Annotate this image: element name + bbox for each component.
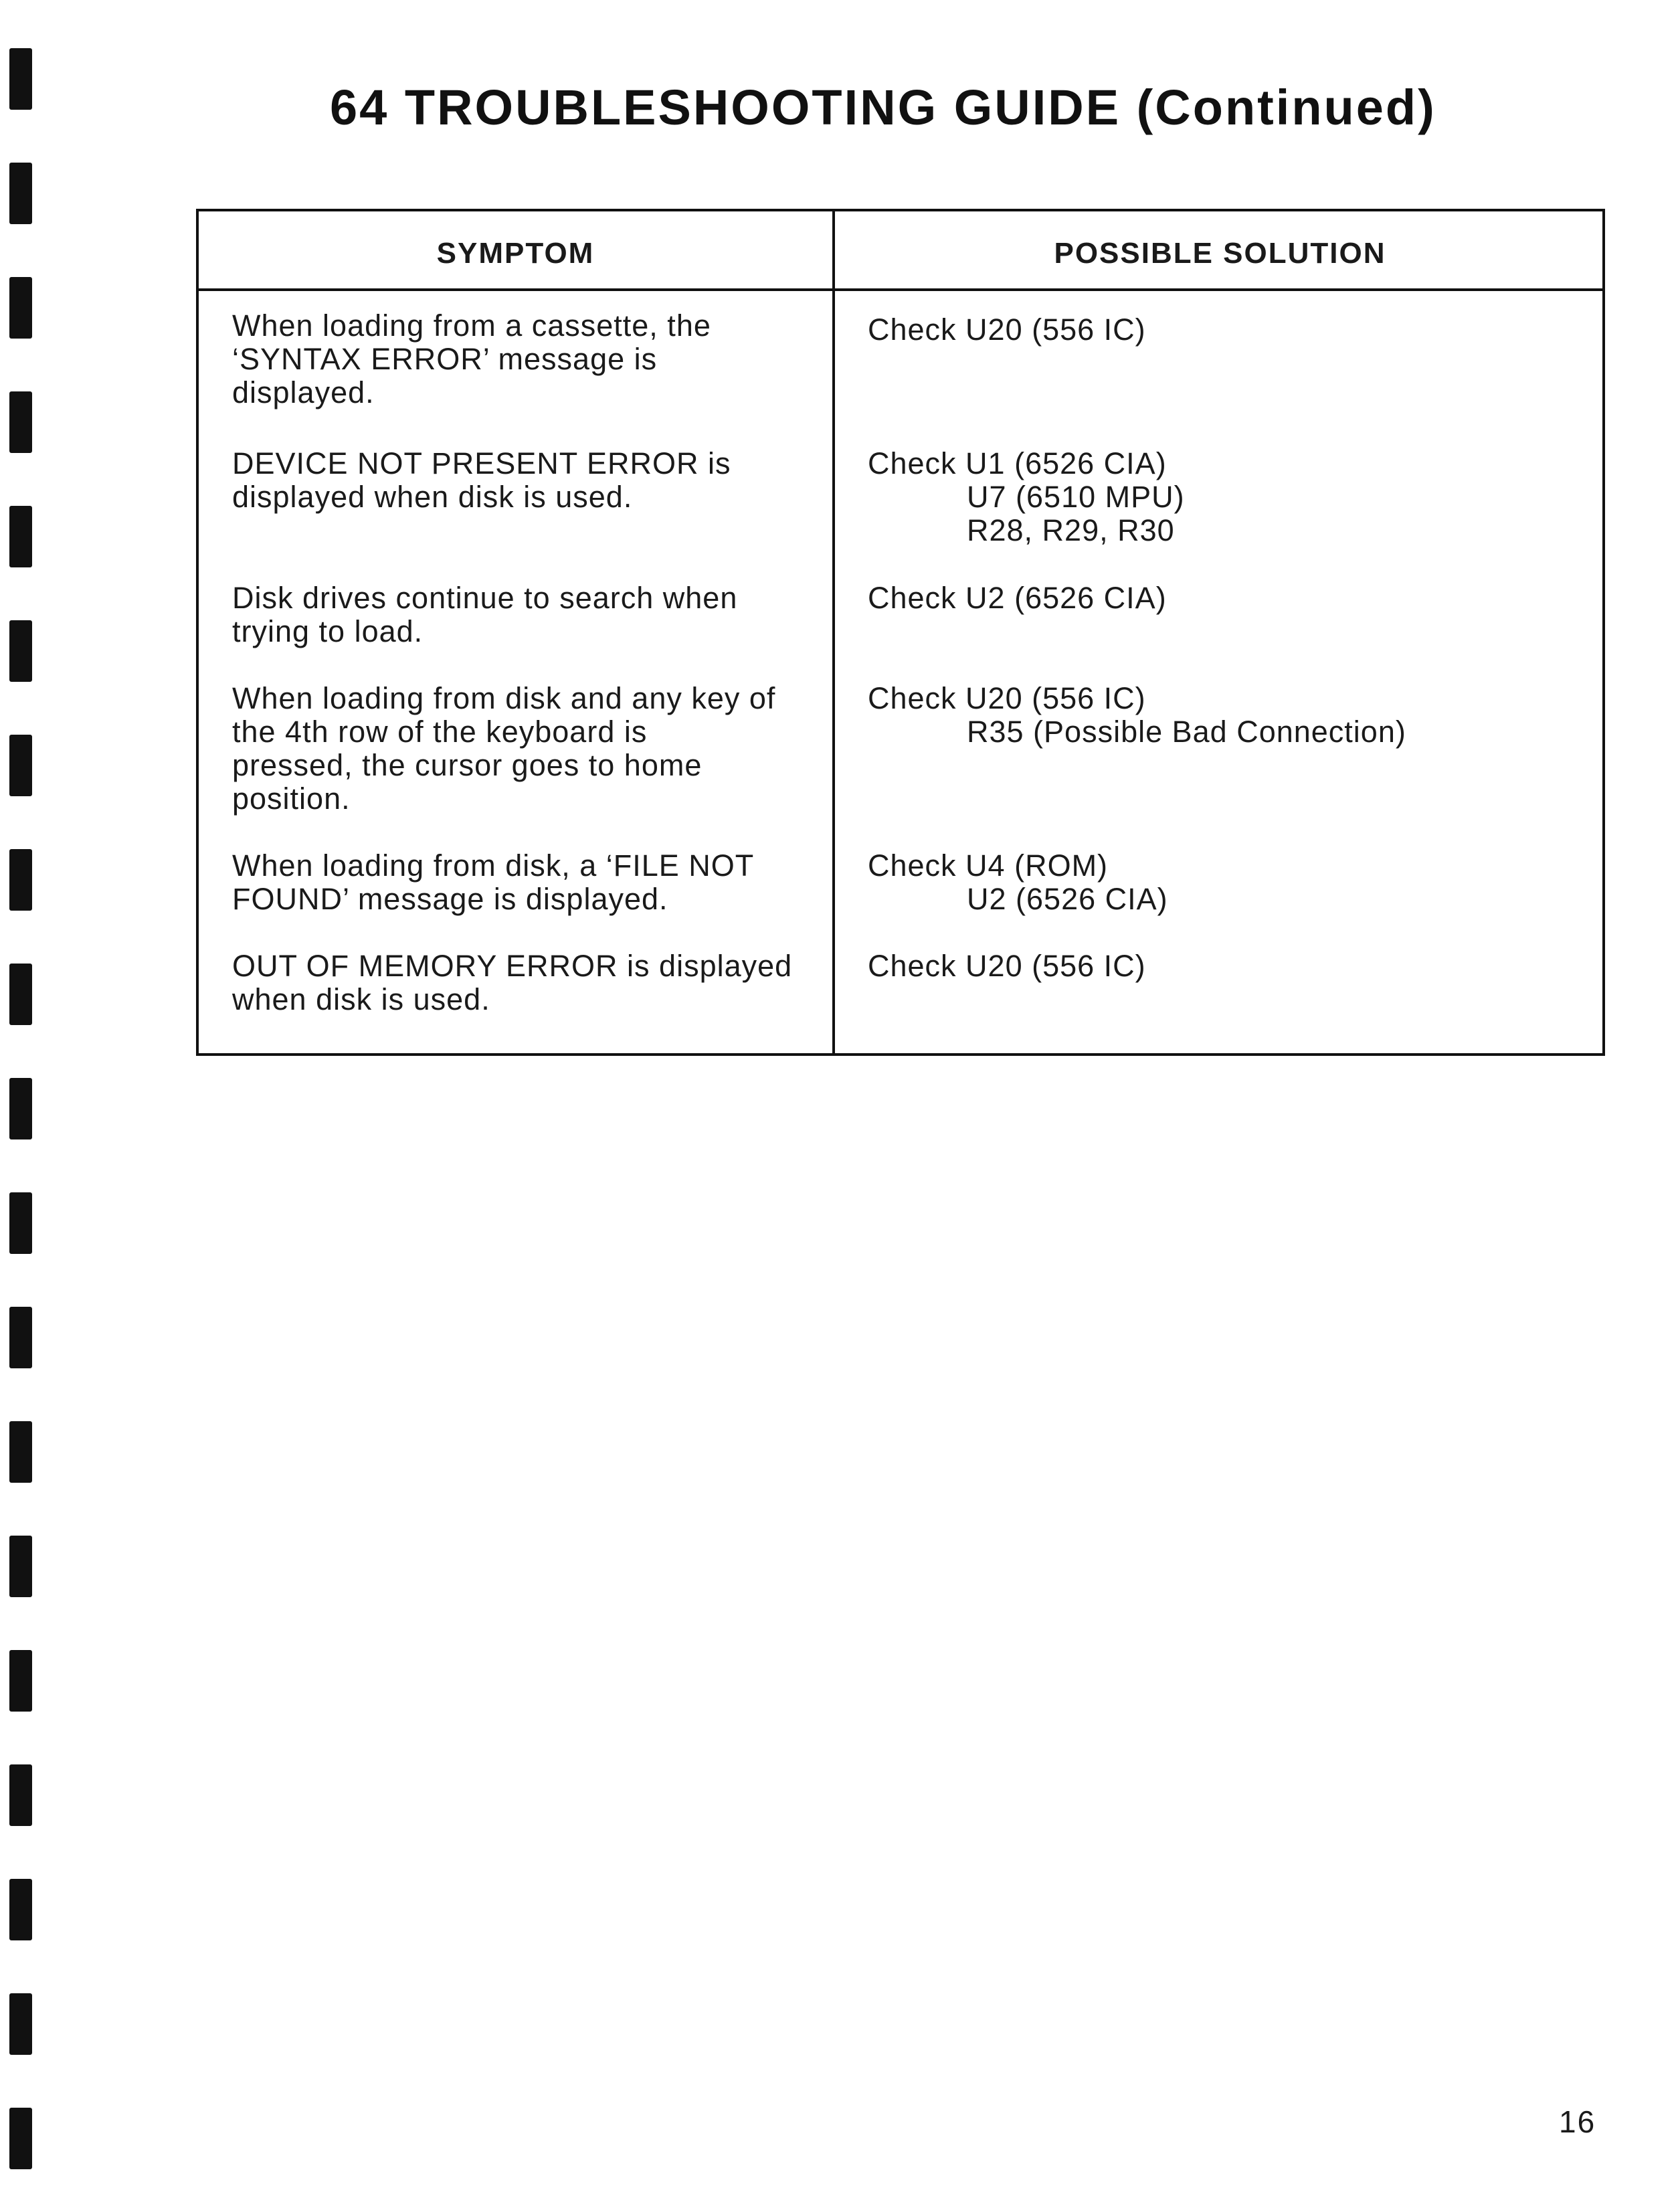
solution-line: R28, R29, R30 [967,513,1175,547]
solution-line: Check U4 (ROM) [868,848,1109,883]
binding-hole [9,849,32,911]
symptom-line: DEVICE NOT PRESENT ERROR is [232,446,731,480]
solution-line: U7 (6510 MPU) [967,480,1185,514]
binding-hole [9,277,32,339]
symptom-line: position. [232,782,351,816]
binding-hole [9,1421,32,1483]
binding-hole [9,1650,32,1712]
symptom-line: OUT OF MEMORY ERROR is displayed [232,949,793,983]
solution-line: Check U20 (556 IC) [868,312,1146,347]
solution-cell [868,581,1167,615]
header-divider [199,288,1602,291]
solution-line: Check U2 (6526 CIA) [868,581,1167,615]
solution-cell [868,313,1146,347]
symptom-cell [232,682,775,816]
binding-hole [9,1307,32,1368]
column-header-symptom: SYMPTOM [436,237,595,270]
page-title: 64 TROUBLESHOOTING GUIDE (Continued) [330,80,1436,135]
symptom-line: When loading from a cassette, the [232,308,711,343]
binding-hole [9,1993,32,2055]
binding-hole [9,2108,32,2169]
binding-hole [9,620,32,682]
binding-hole [9,163,32,224]
page-number: 16 [1559,2104,1596,2139]
symptom-cell [232,581,737,648]
symptom-cell [232,949,792,1016]
symptom-cell [232,849,754,916]
symptom-line: FOUND’ message is displayed. [232,882,668,916]
solution-cell [868,949,1146,983]
symptom-line: the 4th row of the keyboard is [232,715,648,749]
binding-holes [9,0,36,2192]
solution-cell [868,682,1406,749]
binding-hole [9,391,32,453]
symptom-line: ‘SYNTAX ERROR’ message is [232,342,658,376]
column-divider [832,211,835,1053]
binding-hole [9,964,32,1025]
solution-line: Check U20 (556 IC) [868,949,1146,983]
symptom-line: displayed. [232,375,375,409]
binding-hole [9,1192,32,1254]
binding-hole [9,735,32,796]
symptom-line: When loading from disk, a ‘FILE NOT [232,848,755,883]
symptom-line: Disk drives continue to search when [232,581,738,615]
solution-cell [868,447,1185,547]
binding-hole [9,1764,32,1826]
solution-line: U2 (6526 CIA) [967,882,1168,916]
symptom-line: pressed, the cursor goes to home [232,748,703,782]
solution-line: R35 (Possible Bad Connection) [967,715,1406,749]
symptom-line: When loading from disk and any key of [232,681,776,715]
troubleshooting-table [196,209,1605,1056]
binding-hole [9,48,32,110]
binding-hole [9,1536,32,1597]
symptom-cell [232,309,711,409]
symptom-line: when disk is used. [232,982,490,1016]
binding-hole [9,1879,32,1940]
solution-cell [868,849,1168,916]
column-header-possible-solution: POSSIBLE SOLUTION [1054,237,1386,270]
solution-line: Check U1 (6526 CIA) [868,446,1167,480]
binding-hole [9,506,32,567]
symptom-line: displayed when disk is used. [232,480,633,514]
binding-hole [9,1078,32,1139]
solution-line: Check U20 (556 IC) [868,681,1146,715]
symptom-cell [232,447,731,514]
symptom-line: trying to load. [232,614,424,648]
